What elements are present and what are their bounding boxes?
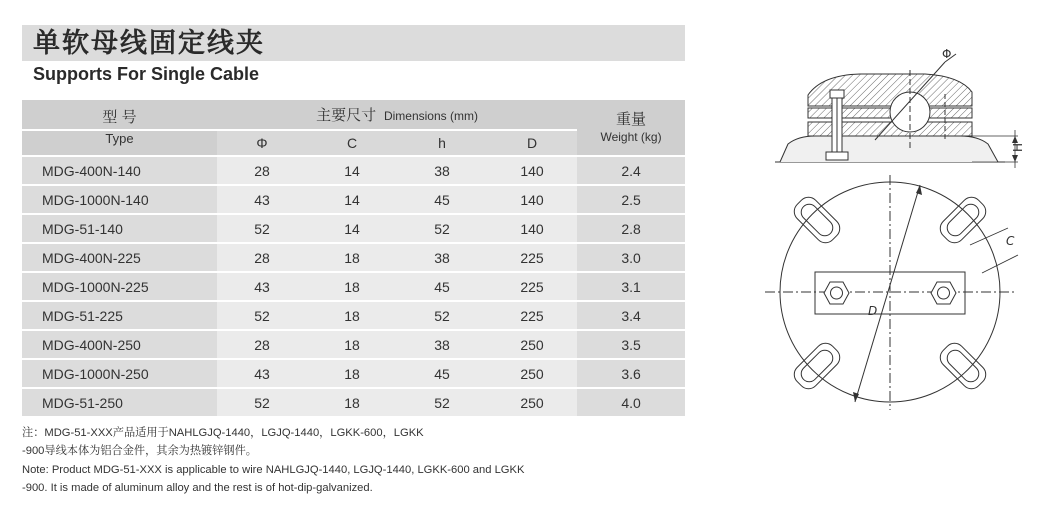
plan-view [765,175,1018,410]
col-header-c: C [307,130,397,156]
cell-type: MDG-400N-140 [22,156,217,185]
table-row [22,156,685,185]
cell-h: 52 [397,388,487,417]
col-header-d: D [487,130,577,156]
table-row [22,359,685,388]
cell-c: 14 [307,214,397,243]
cell-type: MDG-1000N-140 [22,185,217,214]
cell-phi: 43 [217,272,307,301]
note-en-line2: -900. It is made of aluminum alloy and the rest is of hot-dip-galvanized. [22,482,373,494]
cell-weight: 3.0 [577,243,685,272]
cell-phi: 28 [217,330,307,359]
cell-h: 38 [397,330,487,359]
page-title-cn: 单软母线固定线夹 [33,28,265,59]
cell-phi: 52 [217,301,307,330]
type-header-en: Type [105,131,134,146]
cell-c: 14 [307,185,397,214]
cell-c: 18 [307,359,397,388]
cell-phi: 43 [217,185,307,214]
cell-d: 140 [487,214,577,243]
cell-c: 18 [307,388,397,417]
cell-phi: 28 [217,243,307,272]
cell-d: 250 [487,388,577,417]
dimensions-header-cn: 主要尺寸 [316,107,377,124]
cell-type: MDG-400N-250 [22,330,217,359]
cell-type: MDG-51-225 [22,301,217,330]
cell-c: 18 [307,301,397,330]
cell-d: 225 [487,243,577,272]
cell-weight: 2.5 [577,185,685,214]
cell-c: 18 [307,330,397,359]
type-header-en-cell [22,130,217,156]
cell-phi: 52 [217,388,307,417]
table-row [22,388,685,417]
cell-c: 18 [307,243,397,272]
spec-table [22,100,685,418]
cell-weight: 2.4 [577,156,685,185]
cell-h: 45 [397,272,487,301]
side-view [775,54,1018,168]
cell-d: 140 [487,185,577,214]
cell-phi: 28 [217,156,307,185]
cell-d: 250 [487,359,577,388]
note-cn-line1: 注：MDG-51-XXX产品适用于NAHLGJQ-1440，LGJQ-1440，LGKK-600，LGKK [22,427,424,439]
cell-d: 225 [487,272,577,301]
cell-weight: 3.5 [577,330,685,359]
weight-header-en: Weight (kg) [600,129,662,144]
cell-d: 250 [487,330,577,359]
cell-d: 225 [487,301,577,330]
cell-weight: 2.8 [577,214,685,243]
label-c: C [1006,234,1015,248]
cell-h: 38 [397,156,487,185]
technical-drawing [760,40,1040,420]
cell-phi: 43 [217,359,307,388]
label-phi: Φ [942,47,952,61]
weight-header [577,100,685,156]
note-cn-line2: -900导线本体为铝合金件，其余为热镀锌钢件。 [22,445,257,457]
cell-h: 45 [397,185,487,214]
cell-type: MDG-1000N-225 [22,272,217,301]
dimensions-header [217,100,577,130]
weight-header-cn: 重量 [616,110,647,128]
table-row [22,214,685,243]
table-row [22,301,685,330]
cell-h: 52 [397,214,487,243]
cell-h: 45 [397,359,487,388]
cell-type: MDG-1000N-250 [22,359,217,388]
cell-d: 140 [487,156,577,185]
cell-weight: 3.4 [577,301,685,330]
spec-table-body [22,156,685,417]
cell-type: MDG-51-140 [22,214,217,243]
cell-weight: 4.0 [577,388,685,417]
col-header-phi: Φ [217,130,307,156]
type-header-cn: 型 号 [102,109,137,126]
cell-type: MDG-400N-225 [22,243,217,272]
cell-weight: 3.6 [577,359,685,388]
table-row [22,185,685,214]
cell-phi: 52 [217,214,307,243]
label-h: H [1011,142,1025,152]
cell-h: 38 [397,243,487,272]
note-en-line1: Note: Product MDG-51-XXX is applicable to wire NAHLGJQ-1440, LGJQ-1440, LGKK-600 and LGKK [22,464,525,476]
table-row [22,272,685,301]
table-row [22,330,685,359]
col-header-h: h [397,130,487,156]
table-row [22,243,685,272]
cell-c: 18 [307,272,397,301]
page-title-en: Supports For Single Cable [33,64,260,84]
dimensions-header-en: Dimensions (mm) [383,109,478,123]
cell-h: 52 [397,301,487,330]
type-header [22,100,217,130]
cell-c: 14 [307,156,397,185]
cell-weight: 3.1 [577,272,685,301]
cell-type: MDG-51-250 [22,388,217,417]
label-d: D [868,304,878,318]
